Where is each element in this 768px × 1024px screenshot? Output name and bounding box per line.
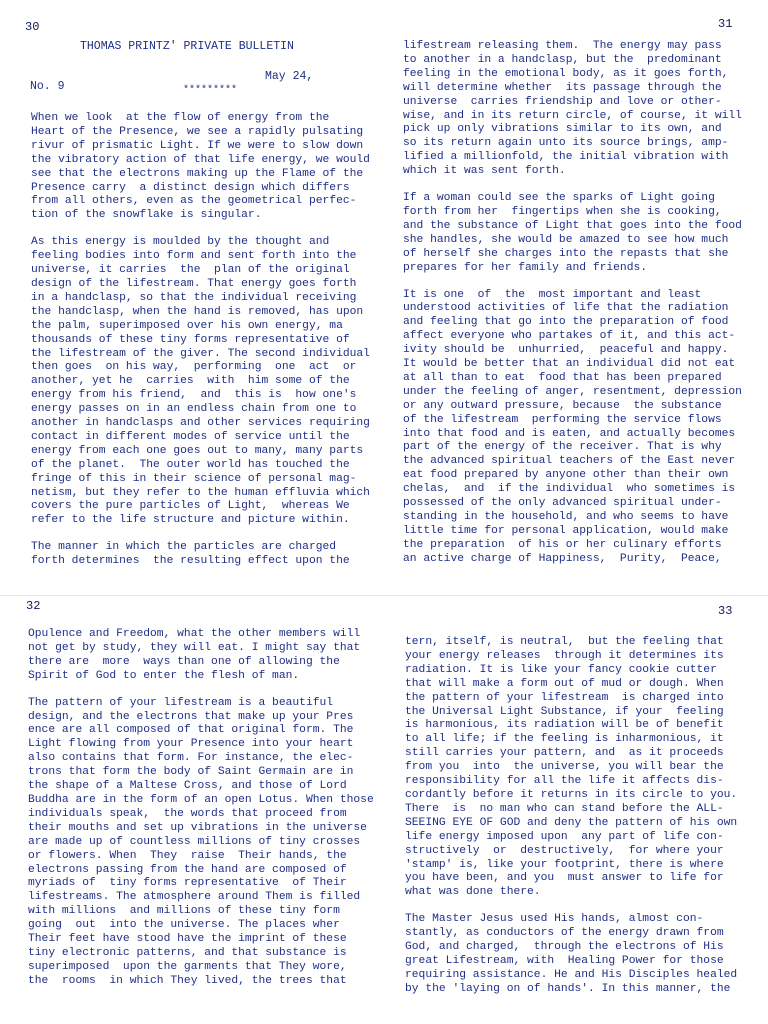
text-line: or flowers. When They raise Their hands, the [28, 849, 347, 862]
text-line: from you into the universe, you will bear the [405, 761, 724, 774]
text-line: fringe of this in their science of personal mag- [31, 472, 357, 485]
text-line: and the substance of Light that goes into the food [403, 219, 742, 232]
text-line: there are more ways than one of allowing the [28, 655, 340, 668]
text-line: electrons passing from the hand are composed of [28, 863, 347, 876]
text-line: The Master Jesus used His hands, almost con- [405, 913, 704, 926]
text-line: SEEING EYE OF GOD and deny the pattern of his own [405, 816, 738, 829]
page-number: 33 [718, 604, 733, 618]
text-line: rivur of prismatic Light. If we were to slow down [31, 139, 364, 152]
text-line: myriads of tiny forms representative of Their [28, 877, 347, 890]
text-line: contact in different modes of service until the [31, 430, 350, 443]
text-line: It is one of the most important and least [403, 288, 702, 301]
text-line: the Universal Light Substance, if your feeling [405, 705, 724, 718]
text-line: she handles, she would be amazed to see how much [403, 233, 729, 246]
page-33 [384, 595, 768, 1024]
text-line: what was done there. [405, 886, 541, 899]
text-line: to another in a handclasp, but the predominant [403, 53, 722, 66]
page-body [28, 628, 374, 989]
text-line: of the planet. The outer world has touched the [31, 458, 350, 471]
text-line: Heart of the Presence, we see a rapidly pulsating [31, 125, 364, 138]
page-number: 31 [718, 17, 733, 31]
bulletin-title: THOMAS PRINTZ' PRIVATE BULLETIN [80, 40, 294, 53]
text-line: the handclasp, when the hand is removed, has upon [31, 305, 364, 318]
bulletin-date: May 24, [265, 70, 314, 83]
text-line: Their feet have stood have the imprint of these [28, 933, 347, 946]
text-line: The pattern of your lifestream is a beautiful [28, 696, 334, 709]
text-line: lified a millionfold, the initial vibration with [403, 151, 729, 164]
page-body [405, 636, 737, 997]
text-line: still carries your pattern, and as it proceeds [405, 747, 724, 760]
text-line: in a handclasp, so that the individual receiving [31, 291, 357, 304]
text-line: forth from her fingertips when she is cooking, [403, 205, 722, 218]
text-line: God, and charged, through the electrons of His [405, 941, 724, 954]
text-line: cordantly before it returns in its circle to you. [405, 788, 738, 801]
text-line: an active charge of Happiness, Purity, Peace, [403, 552, 722, 565]
text-line: Buddha are in the form of an open Lotus. When those [28, 793, 374, 806]
paragraph [31, 541, 370, 569]
text-line: The manner in which the particles are charged [31, 541, 337, 554]
page-body [31, 112, 370, 569]
text-line: refer to the life structure and picture within. [31, 514, 350, 527]
paragraph-gap [31, 223, 370, 236]
bulletin-issue-number: No. 9 [30, 80, 65, 93]
text-line: lifestreams. The atmosphere around Them is filled [28, 891, 361, 904]
text-line: There is no man who can stand before the ALL- [405, 802, 724, 815]
text-line: from all others, even as the geometrical perfec- [31, 195, 357, 208]
text-line: affect everyone who partakes of it, and this act- [403, 330, 736, 343]
text-line: the shape of a Maltese Cross, and those of Lord [28, 780, 347, 793]
text-line: tiny electronic patterns, and that substance is [28, 946, 347, 959]
text-line: energy from his friend, and this is how one's [31, 389, 357, 402]
paragraph-gap [28, 684, 374, 697]
text-line: at all than to eat food that has been prepared [403, 371, 722, 384]
text-line: radiation. It is like your fancy cookie cutter [405, 663, 717, 676]
text-line: forth determines the resulting effect upon the [31, 555, 350, 568]
page-30 [0, 0, 384, 595]
text-line: standing in the household, and who seems to have [403, 511, 729, 523]
text-line: design, and the electrons that make up your Pres [28, 710, 354, 723]
text-line: structively or destructively, for where your [405, 844, 724, 857]
text-line: Opulence and Freedom, what the other members will [28, 628, 361, 640]
text-line: energy from each one goes out to many, many parts [31, 444, 364, 457]
text-line: prepares for her family and friends. [403, 261, 648, 274]
page-32 [0, 595, 384, 1024]
text-line: understood activities of life that the radiation [403, 302, 729, 315]
paragraph [403, 40, 742, 179]
text-line: design of the lifestream. That energy goes forth [31, 277, 357, 290]
text-line: universe, it carries the plan of the original [31, 264, 350, 277]
text-line: stantly, as conductors of the energy drawn from [405, 927, 724, 940]
text-line: you have been, and you must answer to life for [405, 872, 724, 885]
text-line: another in handclasps and other services requiring [31, 417, 370, 430]
text-line: requiring assistance. He and His Disciples healed [405, 968, 738, 981]
text-line: Presence carry a distinct design which differs [31, 181, 350, 194]
text-line: the lifestream of the giver. The second individual [31, 347, 370, 360]
text-line: under the feeling of anger, resentment, depression [403, 385, 742, 398]
page-body [403, 40, 742, 567]
text-line: superimposed upon the garments that They wore, [28, 960, 347, 973]
text-line: covers the pure particles of Light, whereas We [31, 500, 350, 513]
text-line: tion of the snowflake is singular. [31, 209, 262, 222]
page-number: 32 [26, 599, 41, 613]
text-line: not get by study, they will eat. I might say that [28, 641, 361, 654]
text-line: responsibility for all the life it affects dis- [405, 775, 724, 788]
text-line: energy passes on in an endless chain from one to [31, 403, 357, 416]
text-line: or any outward pressure, because the substance [403, 399, 722, 412]
text-line: to all life; if the feeling is inharmonious, it [405, 733, 724, 746]
text-line: the advanced spiritual teachers of the East never [403, 455, 736, 468]
text-line: their mouths and set up vibrations in the universe [28, 821, 367, 834]
text-line: are made up of countless millions of tiny crosses [28, 835, 361, 848]
text-line: going out into the universe. The places wher [28, 919, 340, 932]
text-line: 'stamp' is, like your footprint, there is where [405, 858, 724, 871]
paragraph [31, 236, 370, 528]
text-line: and feeling that go into the preparation of food [403, 316, 729, 329]
text-line: will determine whether its passage through the [403, 81, 722, 94]
text-line: Spirit of God to enter the flesh of man. [28, 669, 300, 682]
paragraph-gap [403, 179, 742, 192]
text-line: with millions and millions of these tiny form [28, 905, 340, 918]
text-line: It would be better that an individual did not eat [403, 358, 736, 371]
text-line: feeling bodies into form and sent forth into the [31, 250, 357, 263]
paragraph-gap [405, 900, 737, 913]
text-line: lifestream releasing them. The energy may pass [403, 40, 722, 52]
text-line: individuals speak, the words that proceed from [28, 807, 347, 820]
text-line: then goes on his way, performing one act or [31, 361, 357, 374]
text-line: possessed of the only advanced spiritual under- [403, 497, 722, 510]
text-line: chelas, and if the individual who sometimes is [403, 483, 736, 496]
paragraph [405, 636, 737, 900]
text-line: ivity should be unhurried, peaceful and happy. [403, 344, 729, 357]
text-line: feeling in the emotional body, as it goes forth, [403, 67, 729, 80]
text-line: of herself she charges into the repasts that she [403, 247, 729, 260]
paragraph [28, 628, 374, 684]
text-line: life energy imposed upon any part of life con- [405, 830, 724, 843]
text-line: into that food and is eaten, and actually becomes [403, 427, 736, 440]
text-line: that will make a form out of mud or dough. When [405, 677, 724, 690]
text-line: of the lifestream performing the service flows [403, 413, 722, 426]
text-line: the preparation of his or her culinary efforts [403, 538, 722, 551]
text-line: little time for personal application, would make [403, 524, 729, 537]
text-line: pick up only vibrations similar to its own, and [403, 123, 722, 136]
text-line: great Lifestream, with Healing Power for those [405, 954, 724, 967]
paragraph [31, 112, 370, 223]
text-line: another, yet he carries with him some of the [31, 375, 350, 388]
text-line: tern, itself, is neutral, but the feeling that [405, 636, 724, 648]
text-line: netism, but they refer to the human effluvia which [31, 486, 370, 499]
text-line: the vibratory action of that life energy, we would [31, 153, 370, 166]
text-line: is harmonious, its radiation will be of benefit [405, 719, 724, 732]
paragraph-gap [403, 276, 742, 289]
paragraph [403, 192, 742, 275]
text-line: When we look at the flow of energy from the [31, 112, 330, 124]
page-number: 30 [25, 20, 40, 34]
text-line: As this energy is moulded by the thought and [31, 236, 330, 249]
text-line: wise, and in its return circle, of course, it will [403, 109, 742, 122]
paragraph [405, 913, 737, 996]
text-line: the pattern of your lifestream is charged into [405, 691, 724, 704]
text-line: so its return again unto its source brings, amp- [403, 137, 729, 150]
text-line: thousands of these tiny forms representative of [31, 333, 350, 346]
text-line: Light flowing from your Presence into your heart [28, 738, 354, 751]
text-line: the palm, superimposed over his own energy, ma [31, 319, 343, 332]
paragraph [28, 697, 374, 989]
text-line: If a woman could see the sparks of Light going [403, 192, 715, 205]
text-line: eat food prepared by anyone other than their own [403, 469, 729, 482]
text-line: trons that form the body of Saint Germain are in [28, 766, 354, 779]
paragraph-gap [31, 528, 370, 541]
text-line: the rooms in which They lived, the trees that [28, 974, 347, 987]
text-line: part of the energy of the receiver. That is why [403, 441, 722, 454]
text-line: your energy releases through it determines its [405, 649, 724, 662]
text-line: universe carries friendship and love or other- [403, 95, 722, 108]
title-separator: ********* [183, 85, 238, 96]
text-line: which it was sent forth. [403, 165, 566, 178]
text-line: by the 'laying on of hands'. In this manner, the [405, 982, 731, 995]
text-line: also contains that form. For instance, the elec- [28, 752, 354, 765]
text-line: see that the electrons making up the Flame of the [31, 167, 364, 180]
page-31 [384, 0, 768, 595]
paragraph [403, 289, 742, 567]
text-line: ence are all composed of that original form. The [28, 724, 354, 737]
